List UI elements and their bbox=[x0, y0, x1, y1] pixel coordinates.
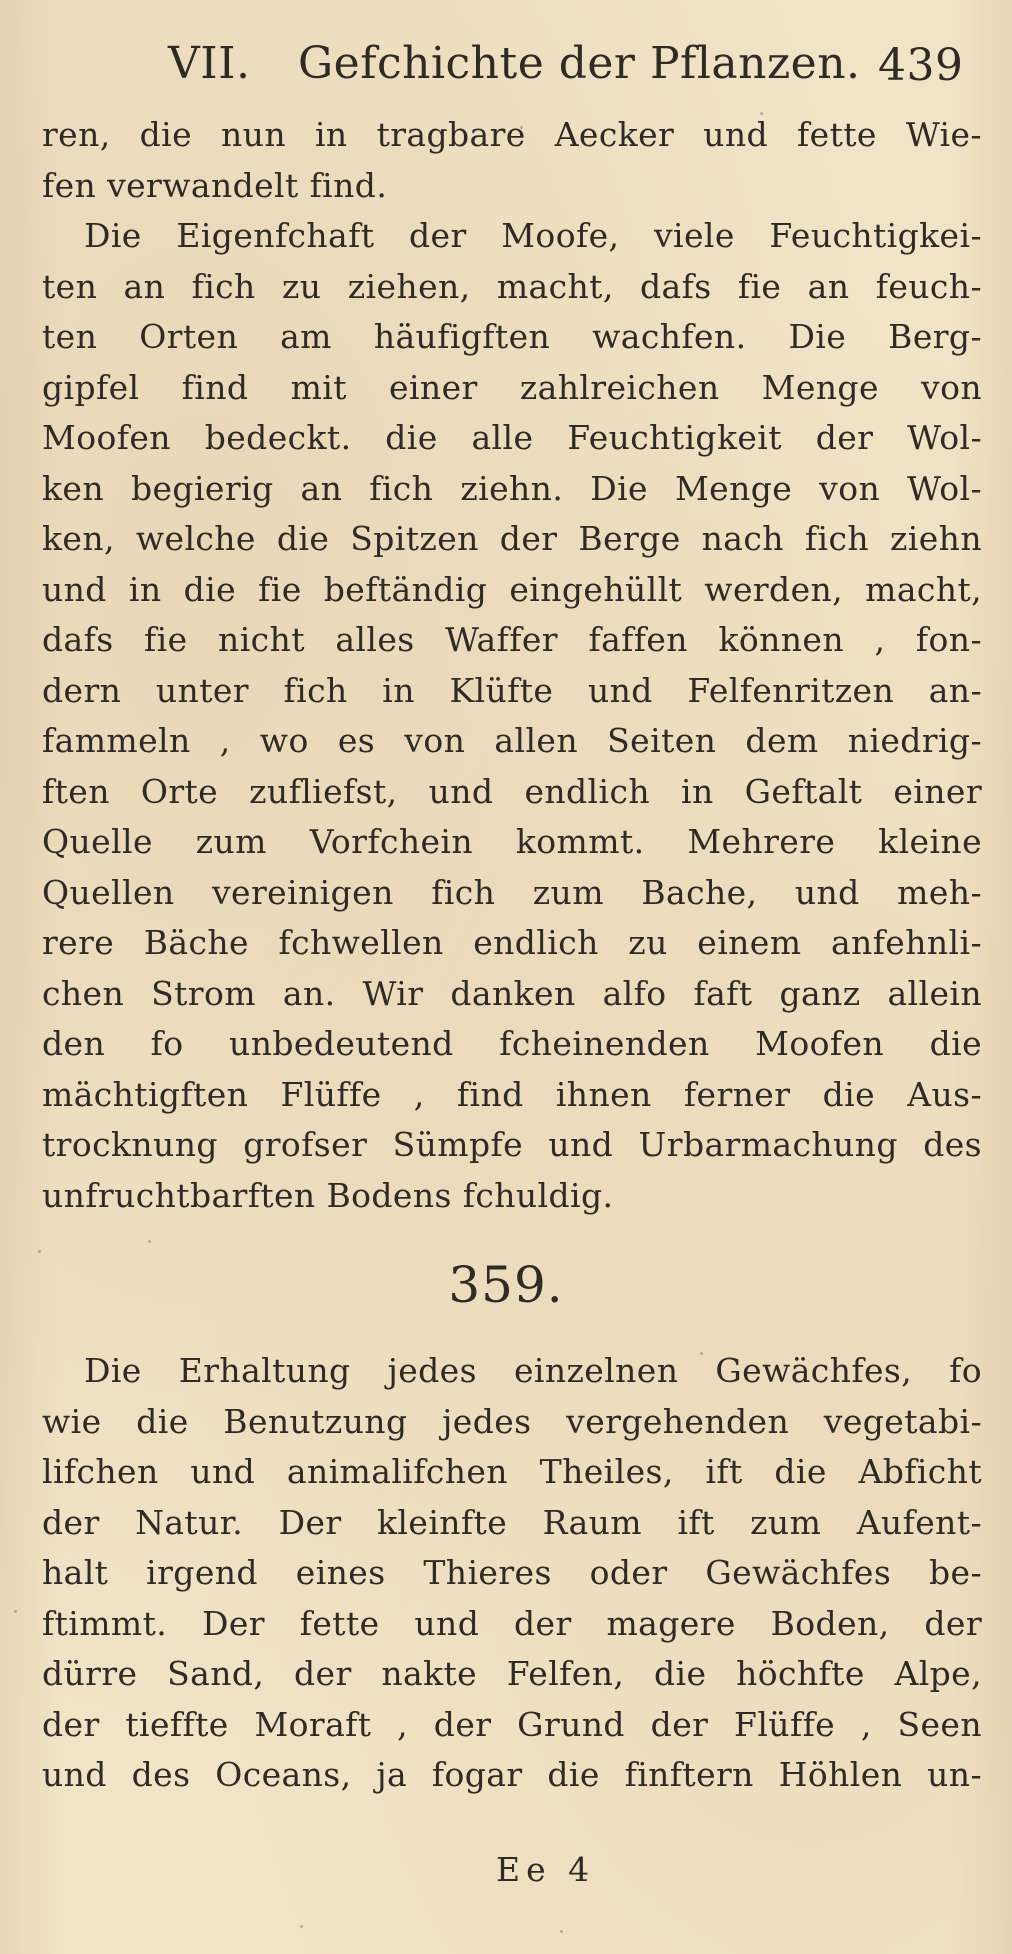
text-line: fen verwandelt find. bbox=[42, 165, 388, 205]
text-line: trocknung grofser Sümpfe und Urbarmachung des bbox=[42, 1125, 982, 1164]
text-line: halt irgend eines Thieres oder Gewächfes be- bbox=[42, 1553, 982, 1592]
text-line: und in die fie beftändig eingehüllt werden, macht, bbox=[42, 569, 982, 609]
running-title: Gefchichte der Pflanzen. bbox=[298, 38, 861, 89]
text-line: mächtigften Flüffe , find ihnen ferner die Aus- bbox=[42, 1074, 982, 1114]
text-line: rere Bäche fchwellen endlich zu einem anfehnli- bbox=[42, 923, 982, 962]
text-line: dafs fie nicht alles Waffer faffen können , fon- bbox=[42, 620, 982, 659]
text-line: Moofen bedeckt. die alle Feuchtigkeit der Wol- bbox=[42, 418, 982, 457]
text-line: ften Orte zufliefst, und endlich in Geftalt einer bbox=[42, 771, 982, 811]
text-line: ken, welche die Spitzen der Berge nach fich ziehn bbox=[42, 519, 982, 558]
text-line: wie die Benutzung jedes vergehenden vegetabi- bbox=[42, 1401, 982, 1441]
paragraph-359 bbox=[42, 1346, 982, 1801]
paragraph-continued bbox=[42, 110, 982, 1221]
text-line: unfruchtbarften Bodens fchuldig. bbox=[42, 1175, 614, 1215]
text-line: ten an fich zu ziehen, macht, dafs fie an feuch- bbox=[42, 266, 982, 306]
text-line: lifchen und animalifchen Theiles, ift die Abficht bbox=[42, 1452, 982, 1491]
text-line: Die Erhaltung jedes einzelnen Gewächfes, fo bbox=[84, 1351, 982, 1390]
text-line: gipfel find mit einer zahlreichen Menge von bbox=[42, 367, 982, 407]
page-number: 439 bbox=[878, 40, 964, 91]
text-line: Quelle zum Vorfchein kommt. Mehrere kleine bbox=[42, 822, 982, 861]
text-line: Quellen vereinigen fich zum Bache, und meh- bbox=[42, 872, 982, 912]
text-line: der tieffte Moraft , der Grund der Flüffe , Seen bbox=[42, 1704, 982, 1744]
running-header bbox=[150, 32, 970, 102]
text-line: den fo unbedeutend fcheinenden Moofen die bbox=[42, 1024, 982, 1063]
text-line: fammeln , wo es von allen Seiten dem niedrig- bbox=[42, 721, 982, 760]
chapter-number: VII. bbox=[168, 38, 251, 89]
text-line: ten Orten am häufigften wachfen. Die Berg- bbox=[42, 317, 982, 356]
text-line: ken begierig an fich ziehn. Die Menge von Wol- bbox=[42, 468, 982, 508]
text-line: Die Eigenfchaft der Moofe, viele Feuchtigkei- bbox=[84, 216, 982, 255]
text-line: ren, die nun in tragbare Aecker und fette Wie- bbox=[42, 115, 982, 154]
printer-signature: Ee 4 bbox=[496, 1850, 596, 1889]
text-line: und des Oceans, ja fogar die finftern Höhlen un- bbox=[42, 1755, 982, 1794]
text-line: dern unter fich in Klüfte und Felfenritzen an- bbox=[42, 670, 982, 710]
text-line: ftimmt. Der fette und der magere Boden, der bbox=[42, 1603, 982, 1643]
text-line: chen Strom an. Wir danken alfo faft ganz allein bbox=[42, 973, 982, 1013]
text-line: dürre Sand, der nakte Felfen, die höchfte Alpe, bbox=[42, 1654, 982, 1693]
section-number: 359. bbox=[448, 1256, 564, 1314]
text-line: der Natur. Der kleinfte Raum ift zum Aufent- bbox=[42, 1502, 982, 1542]
